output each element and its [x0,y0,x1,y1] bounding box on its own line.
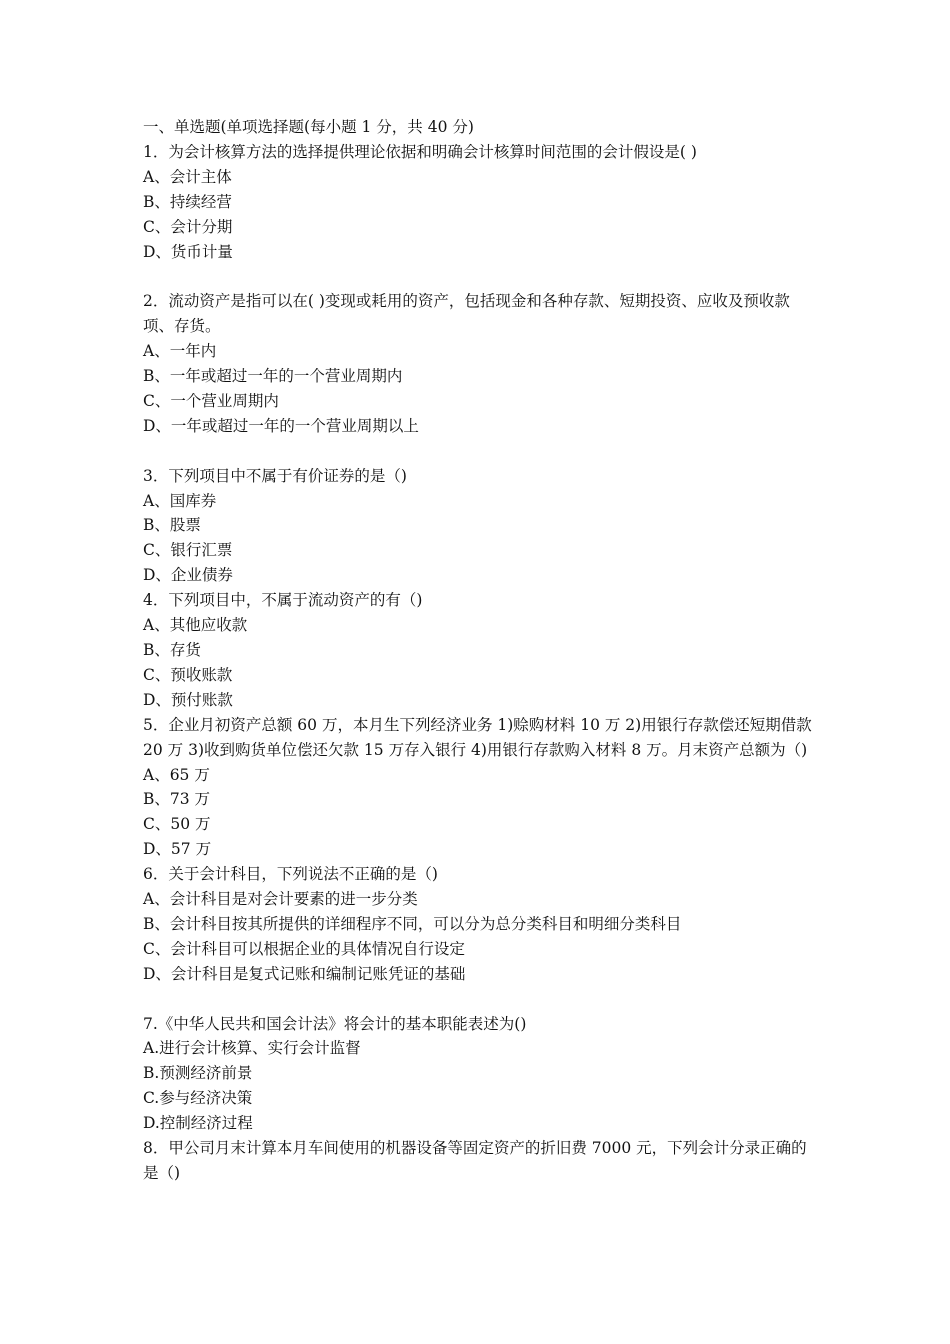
option-a: A、会计主体 [143,167,232,186]
option-c: C、会计科目可以根据企业的具体情况自行设定 [143,939,465,958]
question-2 [143,289,813,438]
option-d: D.控制经济过程 [143,1114,253,1133]
question-3 [143,464,813,589]
option-d: D、货币计量 [143,242,233,261]
option-d: D、企业债券 [143,566,233,585]
option-d: D、预付账款 [143,690,233,709]
option-c: C、银行汇票 [143,541,233,560]
question-stem: 5．企业月初资产总额 60 万，本月生下列经济业务 1)赊购材料 10 万 2)用银行存款偿还短期借款 20 万 3)收到购货单位偿还欠款 15 万存入银行 4)用银行存款购入材料 8 万。月末资产总额为（) [143,715,812,759]
question-5 [143,713,813,862]
question-stem: 7.《中华人民共和国会计法》将会计的基本职能表述为() [143,1014,527,1033]
blank-line [143,264,813,289]
option-c: C、50 万 [143,815,211,834]
option-b: B、一年或超过一年的一个营业周期内 [143,367,403,386]
question-8 [143,1136,813,1186]
question-7 [143,1012,813,1137]
question-stem: 4．下列项目中，不属于流动资产的有（) [143,591,423,610]
option-d: D、57 万 [143,840,212,859]
question-4 [143,588,813,713]
option-a: A、65 万 [143,765,210,784]
exam-content [143,115,813,1186]
option-a: A、一年内 [143,342,217,361]
option-b: B、存货 [143,641,201,659]
option-b: B、股票 [143,516,201,535]
question-stem: 6．关于会计科目，下列说法不正确的是（) [143,865,438,884]
question-1 [143,140,813,265]
question-stem: 3．下列项目中不属于有价证券的是（) [143,466,407,485]
section-title: 一、单选题(单项选择题(每小题 1 分，共 40 分) [143,118,474,136]
option-b: B、会计科目按其所提供的详细程序不同，可以分为总分类科目和明细分类科目 [143,914,682,933]
option-b: B、持续经营 [143,192,232,211]
option-b: B.预测经济前景 [143,1064,253,1083]
blank-line [143,987,813,1012]
option-c: C、会计分期 [143,217,233,236]
option-d: D、会计科目是复式记账和编制记账凭证的基础 [143,964,466,983]
option-a: A、其他应收款 [143,616,248,635]
question-stem: 2．流动资产是指可以在( )变现或耗用的资产，包括现金和各种存款、短期投资、应收及预收款项、存货。 [143,292,790,336]
option-c: C、预收账款 [143,665,233,684]
question-6 [143,862,813,987]
option-c: C、一个营业周期内 [143,391,279,410]
question-stem: 8．甲公司月末计算本月车间使用的机器设备等固定资产的折旧费 7000 元，下列会计分录正确的是（) [143,1139,807,1183]
blank-line [143,439,813,464]
question-stem: 1．为会计核算方法的选择提供理论依据和明确会计核算时间范围的会计假设是( ) [143,142,697,161]
option-a: A、会计科目是对会计要素的进一步分类 [143,890,418,909]
option-a: A.进行会计核算、实行会计监督 [143,1039,361,1058]
option-a: A、国库券 [143,491,217,510]
option-c: C.参与经济决策 [143,1089,253,1108]
option-d: D、一年或超过一年的一个营业周期以上 [143,416,419,435]
option-b: B、73 万 [143,790,211,809]
